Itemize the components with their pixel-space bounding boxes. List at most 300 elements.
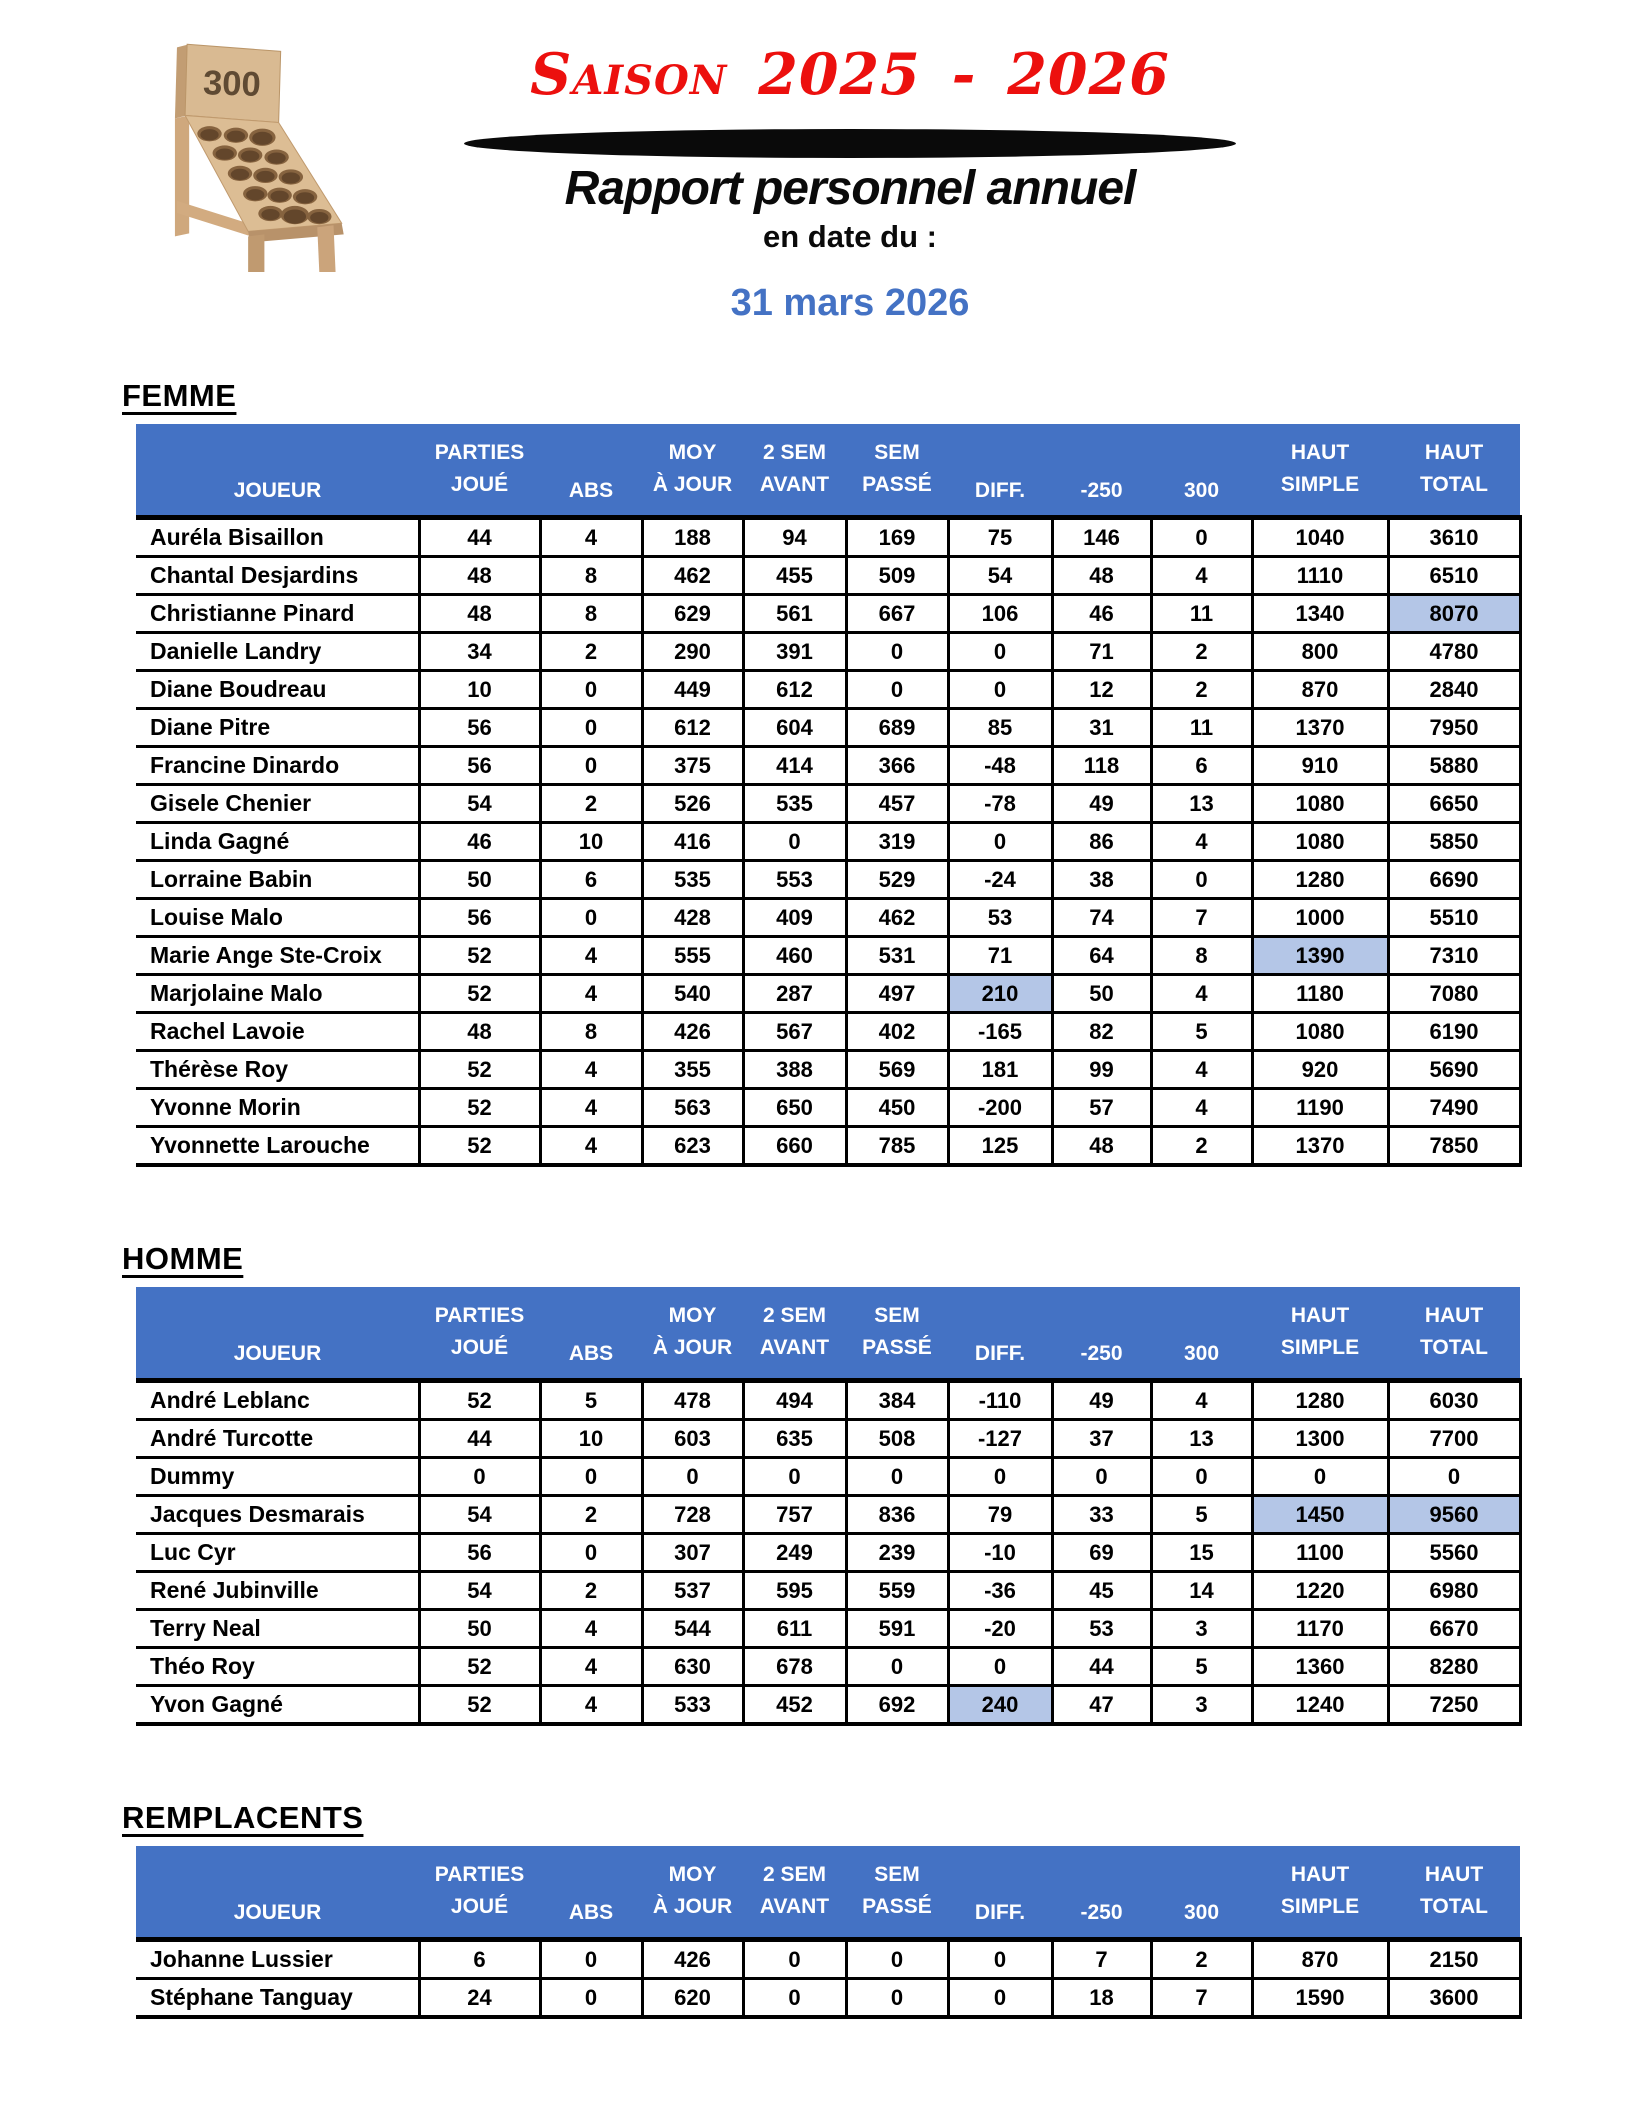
value-cell: 64	[1052, 937, 1151, 975]
value-cell: 462	[642, 557, 743, 595]
value-cell: 870	[1252, 671, 1388, 709]
value-cell: 4	[1151, 1089, 1252, 1127]
value-cell: 559	[846, 1572, 948, 1610]
value-cell: 13	[1151, 1420, 1252, 1458]
value-cell: 240	[948, 1686, 1052, 1725]
col-haut-simple: HAUT SIMPLE	[1252, 424, 1388, 518]
value-cell: 612	[743, 671, 846, 709]
col-abs: ABS	[540, 1846, 642, 1940]
player-name-cell: Diane Boudreau	[136, 671, 419, 709]
section-femme	[122, 378, 1520, 1167]
value-cell: 6	[1151, 747, 1252, 785]
value-cell: 0	[948, 1940, 1052, 1979]
col-moy-a-jour: MOY À JOUR	[642, 1846, 743, 1940]
value-cell: 757	[743, 1496, 846, 1534]
section-heading: FEMME	[122, 378, 237, 413]
col-2sem-avant: 2 SEM AVANT	[743, 1287, 846, 1381]
value-cell: -78	[948, 785, 1052, 823]
player-name-cell: Thérèse Roy	[136, 1051, 419, 1089]
table-body	[136, 518, 1520, 1166]
value-cell: 5510	[1388, 899, 1520, 937]
value-cell: 540	[642, 975, 743, 1013]
value-cell: 478	[642, 1381, 743, 1420]
value-cell: 0	[948, 1458, 1052, 1496]
table-row	[136, 518, 1520, 557]
stats-table-remplacents	[136, 1846, 1522, 2019]
value-cell: 2840	[1388, 671, 1520, 709]
value-cell: 2	[1151, 671, 1252, 709]
value-cell: 47	[1052, 1686, 1151, 1725]
value-cell: 4	[540, 1127, 642, 1166]
value-cell: 85	[948, 709, 1052, 747]
col-haut-total: HAUT TOTAL	[1388, 424, 1520, 518]
value-cell: 0	[846, 1458, 948, 1496]
value-cell: 920	[1252, 1051, 1388, 1089]
col-abs: ABS	[540, 424, 642, 518]
value-cell: 375	[642, 747, 743, 785]
value-cell: 0	[1151, 861, 1252, 899]
value-cell: 48	[1052, 1127, 1151, 1166]
value-cell: 46	[419, 823, 540, 861]
value-cell: 1590	[1252, 1979, 1388, 2018]
value-cell: 287	[743, 975, 846, 1013]
value-cell: 56	[419, 899, 540, 937]
value-cell: 567	[743, 1013, 846, 1051]
table-row	[136, 1381, 1520, 1420]
value-cell: 7310	[1388, 937, 1520, 975]
value-cell: 86	[1052, 823, 1151, 861]
value-cell: 2	[540, 1572, 642, 1610]
value-cell: 563	[642, 1089, 743, 1127]
value-cell: 53	[1052, 1610, 1151, 1648]
value-cell: 0	[540, 1940, 642, 1979]
value-cell: 56	[419, 1534, 540, 1572]
value-cell: 15	[1151, 1534, 1252, 1572]
col-moins250: -250	[1052, 1846, 1151, 1940]
value-cell: 0	[642, 1458, 743, 1496]
value-cell: 667	[846, 595, 948, 633]
player-name-cell: Dummy	[136, 1458, 419, 1496]
value-cell: 460	[743, 937, 846, 975]
value-cell: 0	[743, 1979, 846, 2018]
value-cell: 8	[1151, 937, 1252, 975]
value-cell: 604	[743, 709, 846, 747]
value-cell: 125	[948, 1127, 1052, 1166]
value-cell: 2150	[1388, 1940, 1520, 1979]
value-cell: 319	[846, 823, 948, 861]
value-cell: 0	[540, 671, 642, 709]
table-row	[136, 595, 1520, 633]
value-cell: 50	[419, 861, 540, 899]
col-haut-simple: HAUT SIMPLE	[1252, 1846, 1388, 1940]
value-cell: -110	[948, 1381, 1052, 1420]
value-cell: 7	[1052, 1940, 1151, 1979]
value-cell: 71	[948, 937, 1052, 975]
value-cell: 535	[642, 861, 743, 899]
player-name-cell: Diane Pitre	[136, 709, 419, 747]
value-cell: 402	[846, 1013, 948, 1051]
value-cell: 537	[642, 1572, 743, 1610]
value-cell: 146	[1052, 518, 1151, 557]
value-cell: 5	[1151, 1496, 1252, 1534]
stats-table-homme	[136, 1287, 1522, 1726]
value-cell: -48	[948, 747, 1052, 785]
col-300: 300	[1151, 1287, 1252, 1381]
table-row	[136, 899, 1520, 937]
col-sem-passe: SEM PASSÉ	[846, 1287, 948, 1381]
value-cell: 529	[846, 861, 948, 899]
col-joueur: JOUEUR	[136, 1287, 419, 1381]
player-name-cell: Gisele Chenier	[136, 785, 419, 823]
value-cell: 561	[743, 595, 846, 633]
value-cell: 2	[540, 785, 642, 823]
value-cell: 416	[642, 823, 743, 861]
game-board-image	[126, 28, 354, 272]
value-cell: 10	[540, 1420, 642, 1458]
report-title: Rapport personnel annuel	[564, 162, 1136, 215]
value-cell: 79	[948, 1496, 1052, 1534]
value-cell: 620	[642, 1979, 743, 2018]
col-2sem-avant: 2 SEM AVANT	[743, 424, 846, 518]
player-name-cell: Luc Cyr	[136, 1534, 419, 1572]
value-cell: 531	[846, 937, 948, 975]
table-header	[136, 1846, 1520, 1940]
value-cell: 4780	[1388, 633, 1520, 671]
player-name-cell: Christianne Pinard	[136, 595, 419, 633]
value-cell: 4	[540, 1686, 642, 1725]
table-row	[136, 1089, 1520, 1127]
value-cell: 544	[642, 1610, 743, 1648]
value-cell: 4	[540, 1610, 642, 1648]
value-cell: 366	[846, 747, 948, 785]
value-cell: 54	[419, 785, 540, 823]
value-cell: 533	[642, 1686, 743, 1725]
value-cell: 553	[743, 861, 846, 899]
value-cell: 6690	[1388, 861, 1520, 899]
value-cell: 7850	[1388, 1127, 1520, 1166]
value-cell: 508	[846, 1420, 948, 1458]
player-name-cell: Yvon Gagné	[136, 1686, 419, 1725]
player-name-cell: Rachel Lavoie	[136, 1013, 419, 1051]
value-cell: 7080	[1388, 975, 1520, 1013]
value-cell: 37	[1052, 1420, 1151, 1458]
value-cell: 414	[743, 747, 846, 785]
value-cell: 2	[540, 1496, 642, 1534]
value-cell: 1370	[1252, 709, 1388, 747]
table-row	[136, 1496, 1520, 1534]
col-sem-passe: SEM PASSÉ	[846, 424, 948, 518]
value-cell: 2	[1151, 1127, 1252, 1166]
value-cell: 0	[846, 1979, 948, 2018]
value-cell: 870	[1252, 1940, 1388, 1979]
value-cell: 6030	[1388, 1381, 1520, 1420]
value-cell: 591	[846, 1610, 948, 1648]
value-cell: 54	[419, 1496, 540, 1534]
table-row	[136, 1648, 1520, 1686]
title-block	[400, 41, 1300, 325]
value-cell: 800	[1252, 633, 1388, 671]
value-cell: 0	[743, 1458, 846, 1496]
value-cell: 0	[743, 823, 846, 861]
value-cell: 8070	[1388, 595, 1520, 633]
player-name-cell: Yvonne Morin	[136, 1089, 419, 1127]
board-score-label: 300	[202, 64, 262, 105]
col-joueur: JOUEUR	[136, 424, 419, 518]
value-cell: 169	[846, 518, 948, 557]
value-cell: 181	[948, 1051, 1052, 1089]
value-cell: 660	[743, 1127, 846, 1166]
value-cell: 50	[419, 1610, 540, 1648]
value-cell: 0	[1388, 1458, 1520, 1496]
value-cell: 56	[419, 747, 540, 785]
value-cell: 53	[948, 899, 1052, 937]
value-cell: -20	[948, 1610, 1052, 1648]
value-cell: 0	[948, 671, 1052, 709]
value-cell: 6190	[1388, 1013, 1520, 1051]
table-row	[136, 1940, 1520, 1979]
value-cell: 50	[1052, 975, 1151, 1013]
player-name-cell: Marie Ange Ste-Croix	[136, 937, 419, 975]
value-cell: 611	[743, 1610, 846, 1648]
table-row	[136, 557, 1520, 595]
value-cell: 188	[642, 518, 743, 557]
col-diff: DIFF.	[948, 424, 1052, 518]
report-content	[122, 378, 1520, 2019]
player-name-cell: André Leblanc	[136, 1381, 419, 1420]
player-name-cell: Danielle Landry	[136, 633, 419, 671]
value-cell: 0	[846, 1940, 948, 1979]
value-cell: 5560	[1388, 1534, 1520, 1572]
col-diff: DIFF.	[948, 1846, 1052, 1940]
table-row	[136, 709, 1520, 747]
value-cell: 10	[419, 671, 540, 709]
value-cell: 409	[743, 899, 846, 937]
date-label: en date du :	[763, 219, 937, 255]
value-cell: 1080	[1252, 1013, 1388, 1051]
value-cell: 2	[1151, 633, 1252, 671]
value-cell: 0	[846, 1648, 948, 1686]
value-cell: 1340	[1252, 595, 1388, 633]
value-cell: 635	[743, 1420, 846, 1458]
value-cell: 307	[642, 1534, 743, 1572]
value-cell: 4	[1151, 975, 1252, 1013]
value-cell: 11	[1151, 709, 1252, 747]
table-row	[136, 1458, 1520, 1496]
value-cell: 629	[642, 595, 743, 633]
col-moins250: -250	[1052, 424, 1151, 518]
value-cell: 5850	[1388, 823, 1520, 861]
value-cell: 7	[1151, 899, 1252, 937]
col-haut-total: HAUT TOTAL	[1388, 1287, 1520, 1381]
value-cell: 910	[1252, 747, 1388, 785]
value-cell: 33	[1052, 1496, 1151, 1534]
col-sem-passe: SEM PASSÉ	[846, 1846, 948, 1940]
value-cell: 1370	[1252, 1127, 1388, 1166]
table-body	[136, 1381, 1520, 1725]
season-title: Saison 2025 - 2026	[530, 41, 1170, 108]
value-cell: -10	[948, 1534, 1052, 1572]
value-cell: 0	[540, 747, 642, 785]
value-cell: 1080	[1252, 785, 1388, 823]
value-cell: 52	[419, 975, 540, 1013]
value-cell: 569	[846, 1051, 948, 1089]
player-name-cell: Marjolaine Malo	[136, 975, 419, 1013]
value-cell: 69	[1052, 1534, 1151, 1572]
value-cell: 3610	[1388, 518, 1520, 557]
col-300: 300	[1151, 1846, 1252, 1940]
section-remplacents	[122, 1800, 1520, 2019]
value-cell: 785	[846, 1127, 948, 1166]
value-cell: 6	[540, 861, 642, 899]
value-cell: 355	[642, 1051, 743, 1089]
value-cell: 8	[540, 557, 642, 595]
value-cell: 4	[1151, 557, 1252, 595]
value-cell: 3600	[1388, 1979, 1520, 2018]
value-cell: 603	[642, 1420, 743, 1458]
player-name-cell: Johanne Lussier	[136, 1940, 419, 1979]
value-cell: 4	[1151, 1381, 1252, 1420]
value-cell: 1000	[1252, 899, 1388, 937]
value-cell: 0	[540, 1458, 642, 1496]
value-cell: 630	[642, 1648, 743, 1686]
value-cell: 4	[540, 518, 642, 557]
value-cell: 71	[1052, 633, 1151, 671]
value-cell: 48	[419, 595, 540, 633]
value-cell: 0	[743, 1940, 846, 1979]
table-row	[136, 823, 1520, 861]
value-cell: 612	[642, 709, 743, 747]
table-row	[136, 937, 1520, 975]
value-cell: 6	[419, 1940, 540, 1979]
player-name-cell: René Jubinville	[136, 1572, 419, 1610]
table-row	[136, 1013, 1520, 1051]
value-cell: 106	[948, 595, 1052, 633]
value-cell: 31	[1052, 709, 1151, 747]
value-cell: 52	[419, 937, 540, 975]
value-cell: 2	[1151, 1940, 1252, 1979]
value-cell: 0	[846, 633, 948, 671]
player-name-cell: Francine Dinardo	[136, 747, 419, 785]
value-cell: 0	[540, 1979, 642, 2018]
value-cell: 4	[540, 1051, 642, 1089]
value-cell: 450	[846, 1089, 948, 1127]
value-cell: 452	[743, 1686, 846, 1725]
col-moins250: -250	[1052, 1287, 1151, 1381]
value-cell: 5	[540, 1381, 642, 1420]
value-cell: -24	[948, 861, 1052, 899]
value-cell: 1240	[1252, 1686, 1388, 1725]
value-cell: 1110	[1252, 557, 1388, 595]
value-cell: 728	[642, 1496, 743, 1534]
table-row	[136, 747, 1520, 785]
value-cell: 210	[948, 975, 1052, 1013]
value-cell: 38	[1052, 861, 1151, 899]
value-cell: 3	[1151, 1686, 1252, 1725]
value-cell: 494	[743, 1381, 846, 1420]
value-cell: 239	[846, 1534, 948, 1572]
player-name-cell: André Turcotte	[136, 1420, 419, 1458]
value-cell: 1040	[1252, 518, 1388, 557]
value-cell: 595	[743, 1572, 846, 1610]
value-cell: 52	[419, 1648, 540, 1686]
col-abs: ABS	[540, 1287, 642, 1381]
value-cell: 44	[419, 518, 540, 557]
value-cell: 94	[743, 518, 846, 557]
table-row	[136, 1610, 1520, 1648]
value-cell: 0	[1052, 1458, 1151, 1496]
value-cell: -165	[948, 1013, 1052, 1051]
col-haut-total: HAUT TOTAL	[1388, 1846, 1520, 1940]
table-row	[136, 975, 1520, 1013]
value-cell: 18	[1052, 1979, 1151, 2018]
value-cell: 0	[540, 709, 642, 747]
value-cell: 45	[1052, 1572, 1151, 1610]
value-cell: 426	[642, 1013, 743, 1051]
value-cell: 48	[419, 1013, 540, 1051]
value-cell: -36	[948, 1572, 1052, 1610]
table-row	[136, 671, 1520, 709]
value-cell: 692	[846, 1686, 948, 1725]
table-row	[136, 861, 1520, 899]
table-row	[136, 633, 1520, 671]
value-cell: 0	[419, 1458, 540, 1496]
value-cell: 526	[642, 785, 743, 823]
value-cell: 388	[743, 1051, 846, 1089]
table-row	[136, 1127, 1520, 1166]
player-name-cell: Terry Neal	[136, 1610, 419, 1648]
value-cell: -127	[948, 1420, 1052, 1458]
value-cell: 7	[1151, 1979, 1252, 2018]
value-cell: 4	[540, 975, 642, 1013]
value-cell: 46	[1052, 595, 1151, 633]
value-cell: 49	[1052, 1381, 1151, 1420]
value-cell: 5	[1151, 1013, 1252, 1051]
value-cell: 56	[419, 709, 540, 747]
value-cell: 384	[846, 1381, 948, 1420]
value-cell: 24	[419, 1979, 540, 2018]
value-cell: 13	[1151, 785, 1252, 823]
value-cell: 462	[846, 899, 948, 937]
value-cell: 8280	[1388, 1648, 1520, 1686]
player-name-cell: Yvonnette Larouche	[136, 1127, 419, 1166]
value-cell: 7490	[1388, 1089, 1520, 1127]
value-cell: 82	[1052, 1013, 1151, 1051]
date-value: 31 mars 2026	[730, 282, 970, 325]
value-cell: 48	[1052, 557, 1151, 595]
value-cell: 49	[1052, 785, 1151, 823]
value-cell: 14	[1151, 1572, 1252, 1610]
value-cell: 1220	[1252, 1572, 1388, 1610]
value-cell: 44	[419, 1420, 540, 1458]
col-parties-joue: PARTIES JOUÉ	[419, 1287, 540, 1381]
value-cell: 678	[743, 1648, 846, 1686]
table-row	[136, 1979, 1520, 2018]
value-cell: 623	[642, 1127, 743, 1166]
value-cell: 0	[540, 899, 642, 937]
value-cell: 52	[419, 1686, 540, 1725]
value-cell: 4	[540, 1648, 642, 1686]
table-header	[136, 1287, 1520, 1381]
value-cell: 74	[1052, 899, 1151, 937]
value-cell: 4	[1151, 823, 1252, 861]
value-cell: 249	[743, 1534, 846, 1572]
value-cell: 7250	[1388, 1686, 1520, 1725]
player-name-cell: Chantal Desjardins	[136, 557, 419, 595]
value-cell: 0	[846, 671, 948, 709]
value-cell: 455	[743, 557, 846, 595]
section-homme	[122, 1241, 1520, 1726]
value-cell: 497	[846, 975, 948, 1013]
